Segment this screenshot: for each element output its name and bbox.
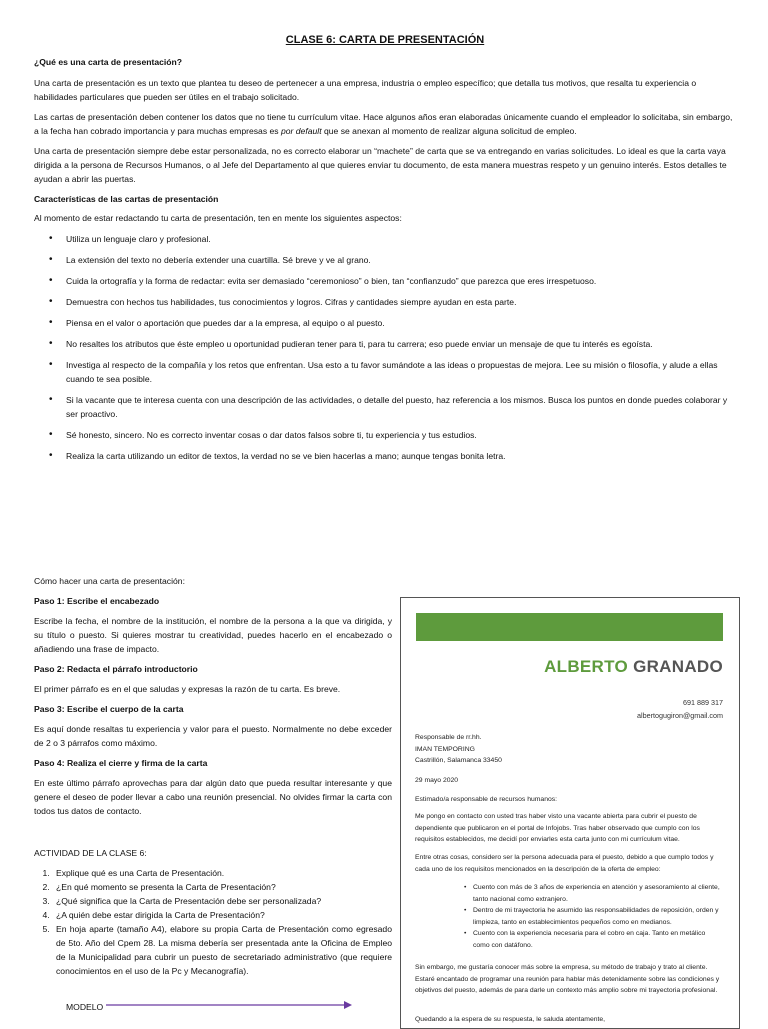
list-item: 5. En hoja aparte (tamaño A4), elabore su propia Carta de Presentación como egresado de 5to. Año del Cpem 28. La misma debería ser presentada ante la Oficina de Empleo de la Municipalidad para cubrir un puesto de secretariado administrativo (que requiere conocimientos en el uso de la Pc y Mecanografía). (52, 922, 392, 978)
letter-date: 29 mayo 2020 (415, 777, 459, 784)
list-item: • La extensión del texto no debería extender una cuartilla. Sé breve y ve al grano. (66, 253, 736, 267)
letter-bullets (415, 882, 723, 951)
letter-recipient (415, 732, 723, 767)
activity-heading: ACTIVIDAD DE LA CLASE 6: (34, 848, 147, 858)
step4-title: Paso 4: Realiza el cierre y firma de la carta (34, 758, 208, 768)
how-to-section (34, 574, 392, 818)
list-item: 3. ¿Qué significa que la Carta de Presentación debe ser personalizada? (52, 894, 392, 908)
activity-section (34, 846, 392, 978)
list-item: • Cuida la ortografía y la forma de redactar: evita ser demasiado “ceremonioso” o bien, tan “confianzudo” que parezca que eres irrespetuoso. (66, 274, 736, 288)
letter-header-bar (416, 613, 723, 641)
paragraph-contents-text-b: que se anexan al momento de realizar alguna solicitud de empleo. (321, 126, 577, 136)
step4-text: En este último párrafo aprovechas para dar algún dato que pueda resultar interesante y que genere el deseo de poder llevar a cabo una reunión presencial. No olvides firmar la carta con todos tus datos de contacto. (34, 778, 392, 816)
list-item: 4. ¿A quién debe estar dirigida la Carta de Presentación? (52, 908, 392, 922)
list-item: 2. ¿En qué momento se presenta la Carta de Presentación? (52, 880, 392, 894)
paragraph-personalized: Una carta de presentación siempre debe estar personalizada, no es correcto elaborar un “machete” de carta que se va entregando en varias solicitudes. Lo ideal es que la carta vaya dirigida a la persona de Recursos Humanos, o al Jefe del Departamento al que quieres enviar tu documento, de esta manera muestras respeto y un genuino interés. Estos detalles te ayudan a abrir las puertas. (34, 146, 727, 184)
list-item: • Si la vacante que te interesa cuenta con una descripción de las actividades, o detalle del puesto, haz referencia a los mismos. Busca los puntos en donde puedes colaborar y ser proactivo. (66, 393, 736, 421)
list-item: • Investiga al respecto de la compañía y los retos que enfrentan. Usa esto a tu favor sumándote a las ideas o propuestas de mejora. Lee su misión o filosofía, y alude a ellas cuando te sea posible. (66, 358, 736, 386)
paragraph-definition: Una carta de presentación es un texto que plantea tu deseo de pertenecer a una empresa, industria o empleo específico; que detalla tus motivos, que resalta tu experiencia o habilidades particulares que pueden ser útiles en el trabajo solicitado. (34, 78, 697, 102)
sender-email: albertogugiron@gmail.com (636, 711, 723, 720)
sender-first-name: ALBERTO (544, 657, 629, 676)
section-heading-what-is: ¿Qué es una carta de presentación? (34, 57, 183, 67)
arrow-right-icon (106, 1000, 352, 1010)
letter-contact (637, 696, 723, 722)
letter-paragraph-1: Me pongo en contacto con usted tras haber visto una vacante abierta para cubrir el puesto de dependiente que publicaron en el portal de Infojobs. Tras haber observado que cumplo con los requisitos establecidos, me decidí por enviarles esta carta junto con mi currículum vitae. (415, 813, 700, 843)
step2-title: Paso 2: Redacta el párrafo introductorio (34, 664, 198, 674)
list-item: • No resaltes los atributos que éste empleo u oportunidad pudieran tener para ti, para tu carrera; eso puede enviar un mensaje de que tu interés es egoísta. (66, 337, 736, 351)
how-to-heading: Cómo hacer una carta de presentación: (34, 576, 185, 586)
step1-text: Escribe la fecha, el nombre de la institución, el nombre de la persona a la que va dirigida, y su título o puesto. Si quieres mostrar tu creatividad, puedes hacerlo en el encabezado o añadiendo una frase de impacto. (34, 616, 392, 654)
paragraph-contents-text-a: Las cartas de presentación deben contener los datos que no tiene tu currículum vitae. Hace algunos años eran elaboradas únicamente cuando el empleador lo solicitaba, sin embargo, a la fecha han cobrado importancia y para muchas empresas es (34, 112, 733, 136)
sender-phone: 691 889 317 (683, 698, 723, 707)
page-title: CLASE 6: CARTA DE PRESENTACIÓN (285, 34, 485, 46)
list-item: • Cuento con la experiencia necesaria para el cobro en caja. Tanto en metálico como con datáfono. (473, 928, 723, 951)
list-item: • Dentro de mi trayectoria he asumido las responsabilidades de reposición, orden y limpieza, tanto en establecimientos pequeños como en medianos. (473, 905, 723, 928)
sender-last-name: GRANADO (633, 657, 723, 676)
modelo-label: MODELO (66, 1002, 104, 1012)
step3-text: Es aquí donde resaltas tu experiencia y valor para el puesto. Normalmente no debe exceder de 2 o 3 párrafos como máximo. (34, 724, 392, 748)
letter-closing: Quedando a la espera de su respuesta, le saluda atentamente, (415, 1016, 606, 1023)
list-item: • Realiza la carta utilizando un editor de textos, la verdad no se ve bien hacerlas a mano; aunque tengas bonita letra. (66, 449, 736, 463)
letter-sender-name (544, 657, 723, 677)
paragraph-contents-emphasis: por default (280, 126, 322, 136)
section-heading-characteristics: Características de las cartas de presentación (34, 194, 219, 204)
step2-text: El primer párrafo es en el que saludas y expresas la razón de tu carta. Es breve. (34, 684, 341, 694)
list-item: • Cuento con más de 3 años de experiencia en atención y asesoramiento al cliente, tanto nacional como extranjero. (473, 882, 723, 905)
step1-title: Paso 1: Escribe el encabezado (34, 596, 160, 606)
paragraph-aspects-intro: Al momento de estar redactando tu carta de presentación, ten en mente los siguientes aspectos: (34, 213, 402, 223)
activity-list (34, 866, 392, 978)
list-item: 1. Explique qué es una Carta de Presentación. (52, 866, 392, 880)
letter-model (400, 597, 740, 1029)
recipient-line: IMAN TEMPORING (415, 745, 475, 753)
characteristics-list (34, 232, 736, 470)
recipient-line: Responsable de rr.hh. (415, 734, 482, 741)
list-item: • Sé honesto, sincero. No es correcto inventar cosas o dar datos falsos sobre ti, tu experiencia y tus estudios. (66, 428, 736, 442)
step3-title: Paso 3: Escribe el cuerpo de la carta (34, 704, 184, 714)
recipient-line: Castrillón, Salamanca 33450 (415, 757, 502, 764)
letter-salutation: Estimado/a responsable de recursos humanos: (415, 796, 558, 803)
letter-paragraph-2: Entre otras cosas, considero ser la persona adecuada para el puesto, debido a que cumplo todos y cada uno de los requisitos mencionados en la descripción de la oferta de empleo: (415, 854, 714, 873)
letter-paragraph-3: Sin embargo, me gustaría conocer más sobre la empresa, su método de trabajo y trato al cliente. Estaré encantado de programar una reunión para hablar más detenidamente sobre las condiciones y objetivos del puesto, además de para darle un contexto más amplio sobre mi trayectoria profesional. (415, 964, 720, 994)
list-item: • Piensa en el valor o aportación que puedes dar a la empresa, al equipo o al puesto. (66, 316, 736, 330)
list-item: • Demuestra con hechos tus habilidades, tus conocimientos y logros. Cifras y cantidades siempre ayudan en esta parte. (66, 295, 736, 309)
paragraph-contents (34, 110, 736, 138)
list-item: • Utiliza un lenguaje claro y profesional. (66, 232, 736, 246)
